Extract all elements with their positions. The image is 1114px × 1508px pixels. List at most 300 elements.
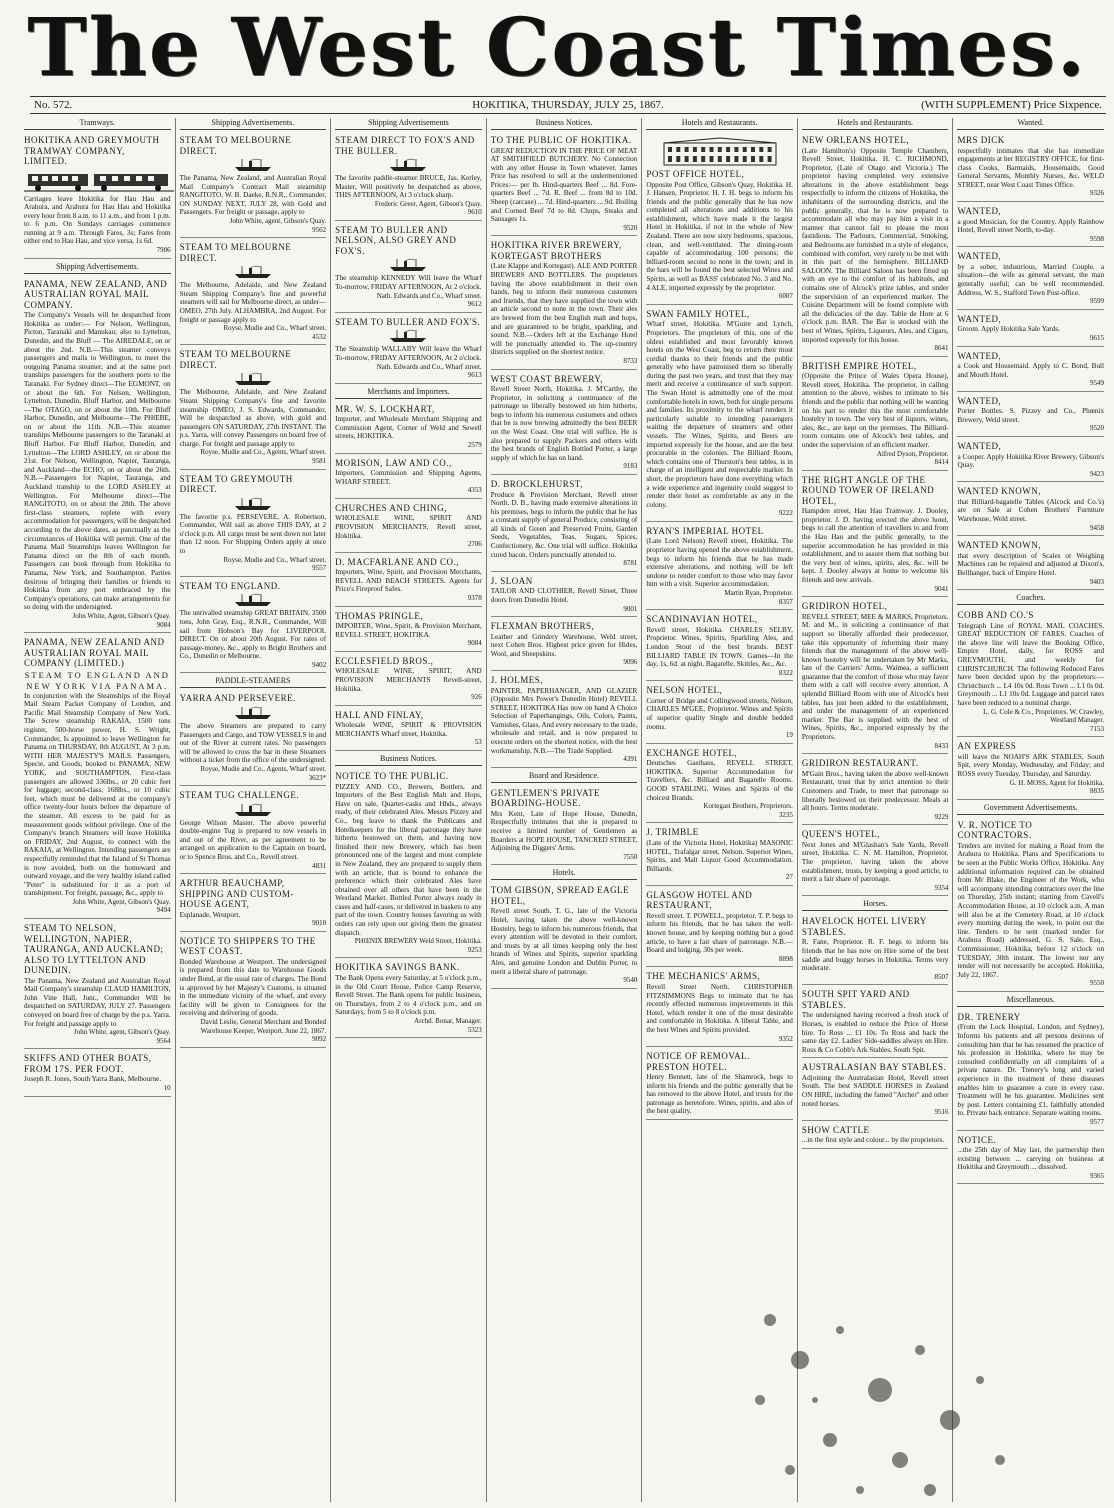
ad-heading: STEAM TO MELBOURNE DIRECT. <box>179 349 292 370</box>
ad-body: Groom. Apply Hokitika Sale Yards. <box>957 325 1060 334</box>
ad-body: M'Gain Bros., having taken the above well-known Restaurant, trust that by strict attention to their Customers and Trade, to meet that patronage so liberally bestowed on their predecessor. Meals at all hours. Terms moderate. <box>801 769 949 813</box>
ad-subheading: STEAM TO ENGLAND AND NEW YORK VIA PANAMA. <box>24 669 170 691</box>
advertisement <box>957 312 1104 347</box>
ad-body: Porter Bottles. S. Pizzey and Co., Phœnix Brewery, Weld street. <box>957 407 1105 424</box>
ad-number: 5323 <box>467 1025 482 1034</box>
ad-body: Telegraph Line of ROYAL MAIL COACHES. GREAT REDUCTION OF FARES. Coaches of the above line will leave the Booking Office, Empire Hotel, daily, for ROSS and GREYMOUTH, and weekly for CHRISTCHURCH. The following Reduced Fares have been decided upon by the proprietors:— Christchurch ... L4 10s 0d. Ross Town ... L1 0s 0d. Greymouth ... L1 10s 0d. Luggage and parcel rates have been reduced to a nominal charge. <box>957 621 1105 707</box>
ad-number: 9423 <box>1090 469 1105 478</box>
ad-signature: L. G. Cole & Co., Proprietors. W. Crawley, Westland Manager. <box>983 707 1105 725</box>
advertisement <box>491 883 638 988</box>
ad-number: 9599 <box>1090 297 1105 306</box>
ad-number: 9520 <box>1090 424 1105 433</box>
ad-body: Revell street, Hokitika. CHARLES SELBY, Proprietor. Wines, Spirits, Sparkling Ales, and London Stout of the best brands. BEST BILLIARD TABLE IN TOWN. Games—In the day, 1s, 6d. at night. Bagatelle, Skittles, &c., &c. <box>646 625 793 669</box>
ad-number: 9577 <box>1090 1117 1105 1126</box>
advertisement <box>646 307 793 522</box>
ad-body: The Company's Vessels will be despatched from Hokitika as under:— For Nelson, Wellington, Picton, Taranaki and Manukau; also to Lyttelton, Dunedin, and the Bluff — The AIREDALE, on or about the 2nd. N.B.—This steamer conveys passengers and mails to Wellington, to meet the outgoing Panama steamer, and at the same port tranships passengers for the southern ports to the Taranaki. For Sydney direct—The EGMONT, on or about the 6th. For Nelson, Wellington, Lyttelton, Dunedin, Bluff Harbor, and Melbourne—The OTAGO, on or about the 10th. For Bluff Harbor, Dunedin, and Melbourne—The PHŒBE, on or about the 11th. N.B.—This steamer tranships Melbourne passengers to the Taranaki at Bluff Harbor. For Bluff Harbor, Dunedin, and Lyttelton—The LORD ASHLEY, on or about the 21st. For Nelson, Wellington, Napier, Tauranga, and Auckland—the ECHO, on or about the 26th. N.B.—Passengers for Napier, Tauranga, and Auckland tranship to the LORD ASHLEY at Wellington. For Melbourne direct—The RANGITOTO, on or about the 28th. The above first-class steamers, replete with every accommodation for passengers, will be despatched according to the above dates, as punctually as the circumstances of Hokitika will permit. One of the Panama Mail Steamships leaves Wellington for Panama direct on the 8th of each month. Passengers can book through from Hokitika to Panama, New York, and Southampton. Parties desirous of bringing their families or friends to Hokitika from any port embraced by the Company's operations, can make arrangements for so doing with the undersigned. <box>24 311 171 612</box>
ad-body: Importer, and Wholesale Merchant Shipping and Commission Agent, Corner of Weld and Sewell streets, HOKITIKA. <box>335 415 482 441</box>
ad-signature: Royse, Mudie and Co., Agents, Wharf street. <box>200 448 327 457</box>
ad-heading: THE MECHANICS' ARMS, <box>646 971 761 982</box>
advertisement <box>957 1133 1104 1185</box>
ad-body: Henry Bennett, late of the Shamrock, begs to inform his friends and the public generally that he has removed to the above Hotel, and trusts for the patronage as heretofore. Wines, spirits, and ales of the best quality. <box>646 1073 793 1116</box>
ad-number: 8781 <box>623 559 638 568</box>
advertisement <box>802 473 949 597</box>
advertisement <box>957 739 1104 799</box>
ad-signature: Martin Ryan, Proprietor. <box>724 589 793 598</box>
advertisement <box>491 619 638 671</box>
ad-number: 8414 <box>934 458 949 467</box>
ad-heading: BRITISH EMPIRE HOTEL, <box>801 360 917 371</box>
ad-heading: STEAM TO BULLER AND NELSON, ALSO GREY AND FOX'S. <box>335 224 457 256</box>
ad-body: Revell street. T. POWELL, proprietor. T. P. begs to inform his friends, that he has taken the well-known house, and by keeping nothing but a good article, to have a fair share of patronage. N.B.—Board and lodging, 30s per week. <box>646 911 793 955</box>
ad-signature: Nath. Edwards and Co., Wharf street. <box>376 291 482 300</box>
advertisement <box>180 691 327 786</box>
advertisement <box>24 1051 171 1096</box>
ad-number: 8641 <box>934 344 949 353</box>
ad-body: R. Fane, Proprietor. R. F. begs to inform his friends that he has now on Hire some of the best saddle and buggy horses in Hokitika. Terms very moderate. <box>801 938 949 973</box>
section-heading: Merchants and Importers. <box>335 387 482 399</box>
ad-heading: PANAMA, NEW ZEALAND, AND AUSTRALIAN ROYAL MAIL COMPANY. <box>24 278 168 310</box>
ad-body: respectfully intimates that she has immediate engagements at her REGISTRY OFFICE, for first-class Cooks, Barmaids, Housemaids, Good General Servants, Monthly Nurses, &c. WELD STREET, near West Coast Times Office. <box>957 146 1105 189</box>
ad-body: The Panama, New Zealand, and Australian Royal Mail Company's Contract Mail steamship RANGITOTO, W. B. Daeke, R.N.R., Commander, ON SUNDAY NEXT, JULY 28, with Gold and Passengers. For freight or passage, apply to <box>179 174 327 217</box>
ad-number: 926 <box>471 693 482 702</box>
ad-number: 9403 <box>1090 577 1105 586</box>
ad-number: 9378 <box>467 594 482 603</box>
ad-signature: John White, agent, Gibson's Quay. <box>229 216 327 225</box>
ad-number: 27 <box>785 873 793 882</box>
advertisement <box>335 402 482 454</box>
ad-heading: COBB AND CO.'S <box>957 610 1034 621</box>
ad-heading: EXCHANGE HOTEL, <box>646 747 738 758</box>
ad-body: GREAT REDUCTION IN THE PRICE OF MEAT AT SMITHFIELD BUTCHERY. No Connection with any other House in Town whatever. James Price has resolved to sell at the undermentioned Prices:— per lb. Hind-quarters Beef ... 8d. Fore-quarters Beef ... 7d. R. Beef ... from 8d to 10d. Sheep (carcase) ... 7d. Hind-quarters ... 9d. Boiling and Corned Beef 7d to 8d. Chops, Steaks and Sausages 1s. <box>490 146 638 224</box>
steamship-icon <box>233 593 273 607</box>
ad-heading: GENTLEMEN'S PRIVATE BOARDING-HOUSE. <box>490 787 600 809</box>
ad-body: Tenders are invited for making a Road from the Arahura to Hokitika. Plans and Specifications to be seen at the Public Works Office, Hokitika. Any additional information required can be obtained from Mr Blake, the Engineer of the Work, who will accompany intending contractors over the line on Thursday, 25th instant; starting from Cavell's Accommodation House, at 10 o'clock a.m. A man will also be at the Cemetery Road, at 10 o'clock every morning during the week, to point out the line. Tenders to be sent (marked tender for Arahura Road) addressed, G. S. Sale, Esq., Commissioner, Hokitika, before 12 o'clock on TUESDAY, 30th instant. The lowest nor any tender will not necessarily be accepted. Hokitika, July 22, 1867. <box>957 841 1105 979</box>
ad-body: The favorite p.s. PERSEVERE, A. Robertson, Commander, Will sail as above THIS DAY, at 2 o'clock p.m. All cargo must be sent down not later than 12 noon. For Shipping Orders apply at once to <box>179 512 327 556</box>
place-date: HOKITIKA, THURSDAY, JULY 25, 1867. <box>472 99 664 111</box>
section-heading: PADDLE-STEAMERS <box>180 676 327 688</box>
ad-number: 9354 <box>934 883 949 892</box>
column-1 <box>20 118 176 1502</box>
ad-heading: WEST COAST BREWERY, <box>490 373 604 384</box>
advertisement <box>335 960 482 1038</box>
advertisement <box>335 708 482 751</box>
advertisement <box>24 133 171 259</box>
advertisement <box>491 372 638 475</box>
advertisement <box>957 349 1104 392</box>
advertisement <box>802 359 949 471</box>
ad-heading: WANTED, <box>957 206 1002 217</box>
section-heading: Board and Residence. <box>491 771 638 783</box>
ad-heading: J. SLOAN <box>490 575 533 586</box>
ad-heading: THOMAS PRINGLE, <box>335 610 424 621</box>
section-heading: Hotels. <box>491 868 638 880</box>
advertisement <box>802 1060 949 1120</box>
advertisement <box>646 524 793 610</box>
ad-body: Corner of Bridge and Collingwood streets, Nelson, CHARLES M'GEE, Proprietor. Wines and Spirits of superior quality Single and double bedded rooms. <box>646 696 793 731</box>
ad-heading: WANTED KNOWN, <box>957 486 1041 497</box>
ad-number: 9598 <box>1090 234 1105 243</box>
ad-heading: RYAN'S IMPERIAL HOTEL <box>646 525 764 536</box>
ad-heading: ECCLESFIELD BROS., <box>335 655 434 666</box>
ad-number: 9096 <box>623 658 638 667</box>
ad-body: TAILOR AND CLOTHIER, Revell Street, Three doors from Dunedin Hotel. <box>490 587 638 604</box>
steamship-icon <box>233 803 273 817</box>
advertisement <box>180 876 327 932</box>
ad-heading: SKIFFS AND OTHER BOATS, FROM 17S. PER FOOT. <box>24 1053 152 1074</box>
advertisement <box>646 683 793 743</box>
advertisement <box>335 769 482 958</box>
advertisement <box>335 456 482 499</box>
section-heading: Shipping Advertisements <box>335 118 482 130</box>
ad-body: a Cooper. Apply Hokitika River Brewery, Gibson's Quay. <box>957 452 1105 470</box>
ad-heading: POST OFFICE HOTEL, <box>646 169 745 179</box>
ad-heading: WANTED, <box>957 441 1002 452</box>
advertisement <box>335 501 482 553</box>
ad-body: IMPORTER, Wine, Spirit, & Provision Merchant, REVELL STREET, HOKITIKA. <box>335 622 482 639</box>
ad-body: Importers, Commission and Shipping Agents, WHARF STREET. <box>335 469 482 486</box>
ad-heading: HAVELOCK HOTEL LIVERY STABLES. <box>801 916 927 937</box>
ad-number: 4532 <box>312 332 327 341</box>
advertisement <box>180 934 327 1048</box>
ad-heading: NOTICE TO SHIPPERS TO THE WEST COAST. <box>179 935 316 957</box>
ad-body: that Billiard-bagatelle Tables (Alcock and Co.'s) are on Sale at Cohen Brothers' Furniture Warehouse, Weld street. <box>957 497 1105 524</box>
advertisement <box>646 746 793 824</box>
advertisement <box>491 574 638 617</box>
advertisement <box>180 347 327 469</box>
ad-number: 9352 <box>778 1034 793 1043</box>
steamship-icon <box>388 329 428 343</box>
column-2 <box>176 118 332 1502</box>
ad-body: WHOLESALE WINE, SPIRIT, AND PROVISION MERCHANTS Revell-street, Hokitika. <box>335 667 482 693</box>
ad-number: 7153 <box>1090 724 1105 733</box>
ad-heading: NEW ORLEANS HOTEL, <box>801 135 909 145</box>
ad-heading: TO THE PUBLIC OF HOKITIKA. <box>490 135 632 145</box>
ad-body: REVELL STREET, MEE & MARKS, Proprietors. M. and M., in soliciting a continuance of that support so liberally afforded their predecessor, take this opportunity of informing their many friends that the management of the above well-known hostelry will be undertaken by Mr Marks, late of the Carriers' Arms, Waimea, a sufficient guarantee that the comfort of those who may favor them with a call will receive every attention. A splendid Billiard Room with one of Alcock's best tables, has just been added to the establishment, and under the management of an experienced marker. The Bar is supplied with the best of Wines, Spirits, &c., imported expressly by the Proprietors. <box>801 612 949 742</box>
ad-number: 9229 <box>934 812 949 821</box>
supplement-price: (WITH SUPPLEMENT) Price Sixpence. <box>921 99 1102 111</box>
ad-signature: Royse, Mudie and Co., Wharf street. <box>223 324 327 333</box>
ad-number: 9084 <box>467 639 482 648</box>
ad-number: 9540 <box>623 976 638 985</box>
ad-heading: STEAM TO MELBOURNE DIRECT. <box>179 135 292 156</box>
ad-heading: WANTED, <box>957 350 1002 361</box>
steamship-icon <box>388 158 428 172</box>
section-heading: Tramways. <box>24 118 171 130</box>
ad-heading: NOTICE. <box>957 1134 997 1145</box>
section-heading: Shipping Advertisements. <box>180 118 327 130</box>
ad-number: 9326 <box>1090 189 1105 198</box>
ad-body: The Melbourne, Adelaide, and New Zealand Steam Shipping Company's fine and powerful steamers will sail for Melbourne direct, as under— OMEO, 27th July. ALHAMBRA, 2nd August. For freight or passage apply to <box>179 281 327 324</box>
ad-heading: MRS DICK <box>957 135 1005 145</box>
ad-number: 9365 <box>1090 1171 1105 1180</box>
ad-body: Wholesale WINE, SPIRIT & PROVISION MERCHANTS Wharf street, Hokitika. <box>335 721 482 738</box>
ad-signature: Alfred Dyson, Proprietor. <box>876 449 949 458</box>
section-heading: Horses. <box>802 899 949 911</box>
ad-number: 9549 <box>1090 379 1105 388</box>
ad-body: Produce & Provision Merchant, Revell street North. D. B., having made extensive alterations in his premises, begs to inform the public that he has a constant supply of general Produce, consisting of all kinds of Green and Preserved Fruits, Garden Seeds, Vegetables, Teas, Sugars, Spices, Confectionery, &c. One trial will suffice. Hokitika cured bacon. Orders punctually attended to. <box>490 490 638 559</box>
ad-number: 9615 <box>1090 333 1105 342</box>
advertisement <box>180 472 327 577</box>
ad-heading: V. R. NOTICE TO CONTRACTORS. <box>957 819 1033 841</box>
ad-body: Joseph R. Jones, South Yarra Bank, Melbourne. <box>24 1075 162 1084</box>
dateline <box>30 96 1106 114</box>
ad-number: 9084 <box>156 620 171 629</box>
advertisement <box>957 439 1104 482</box>
ad-number: 9557 <box>312 564 327 573</box>
ad-number: 9612 <box>467 300 482 309</box>
advertisement <box>335 133 482 221</box>
advertisement <box>335 315 482 384</box>
ad-number: 7906 <box>156 246 171 255</box>
advertisement <box>180 133 327 238</box>
advertisement <box>957 133 1104 202</box>
advertisement <box>646 969 793 1047</box>
ad-heading: STEAM TO ENGLAND. <box>179 580 281 591</box>
ad-heading: CHURCHES AND CHING, <box>335 502 447 513</box>
advertisement <box>180 788 327 874</box>
advertisement <box>646 888 793 968</box>
advertisement <box>957 608 1104 737</box>
ad-number: 2706 <box>467 540 482 549</box>
advertisement <box>957 1010 1104 1131</box>
ad-heading: STEAM TO MELBOURNE DIRECT. <box>179 242 292 263</box>
advertisement <box>646 133 793 305</box>
ad-signature: John White, Agent, Gibson's Quay. <box>72 611 171 620</box>
ad-number: 10 <box>163 1083 171 1092</box>
column-5 <box>642 118 798 1502</box>
advertisement <box>491 133 638 236</box>
ad-body: (Late Hamilton's) Opposite Temple Chambers, Revell Street, Hokitika. H. C. RICHMOND, Proprietor, (Late of Otago and Victoria.) The proprietor having completed very extensive alterations in the above establishment begs respectfully to inform the citizens of Hokitika, the inhabitants of the surrounding districts, and the public generally, that he is now prepared to accommodate all who may pay him a visit in a manner that cannot fail to please the most fastidious. The Parlours, Commercial, Smoking, and Bedrooms are furnished in a style of elegance, combined with comfort, very rarely to be met with in this part of the hemisphere. BILLIARD SALOON. The Billiard Saloon has been fitted up with an eye to the comfort of its habitués, and contains one of Alcock's prize tables, and under the supervision of an experienced marker. The Cuisine Department will be found complete with all the delicacies of the day. Table de Hote at 6 o'clock p.m. BAR. The Bar is stocked with the best of Wines, Spirits, Liqueurs, Ales, and Cigars, imported expressly for this house. <box>801 146 949 344</box>
ad-heading: J. HOLMES, <box>490 675 543 685</box>
ad-body: The favorite paddle-steamer BRUCE, Jas. Kerley, Master, Will positively be despatched as above, THIS AFTERNOON, At 3 o'clock sharp. <box>335 174 482 200</box>
ad-heading: QUEEN'S HOTEL, <box>801 829 881 840</box>
ad-number: 6007 <box>778 292 793 301</box>
section-heading: Business Notices. <box>335 754 482 766</box>
ad-number: 8433 <box>934 741 949 750</box>
ad-heading: NOTICE TO THE PUBLIC. <box>335 771 449 782</box>
ad-number: 4353 <box>467 486 482 495</box>
ad-heading: NOTICE OF REMOVAL. PRESTON HOTEL. <box>646 1051 750 1072</box>
advertisement <box>24 635 171 919</box>
advertisement <box>335 654 482 706</box>
advertisement <box>335 223 482 313</box>
ad-heading: SOUTH SPIT YARD AND STABLES. <box>801 989 910 1010</box>
advertisement <box>957 538 1104 590</box>
ad-heading: GRIDIRON HOTEL, <box>801 601 888 612</box>
ad-number: 9494 <box>156 906 171 915</box>
ad-body: Carriages leave Hokitika for Hau Hau and Arahura, and Arahura for Hau Hau and Hokitika every hour from 8 a.m. to 11 a.m., and from 1 p.m. to 6 p.m. On Sundays carriages commence running at 9 a.m. Through Fares, 3s; Fares from either end to Hau Hau, and vice versa, 1s 6d. <box>24 194 171 246</box>
ad-heading: J. TRIMBLE <box>646 827 699 838</box>
ad-heading: DR. TRENERY <box>957 1011 1021 1022</box>
ad-number: 9092 <box>312 1035 327 1044</box>
advertisement <box>957 484 1104 536</box>
steamship-icon <box>233 706 273 720</box>
ad-heading: SHOW CATTLE <box>801 1124 870 1135</box>
ad-heading: WANTED, <box>957 395 1002 406</box>
ad-number: 9564 <box>156 1036 171 1045</box>
ad-body: Deutsches Gasthaus, REVELL STREET, HOKITIKA. Superior Accommodation for Travellers, &c. Billiard and Bagatelle Rooms. GOOD STABLING. Wines and Spirits of the choicest Brands. <box>646 759 793 802</box>
ad-signature: Archd. Bonar, Manager. <box>414 1016 482 1025</box>
ad-body: WHOLESALE WINE, SPIRIT AND PROVISION MERCHANTS, Revell street, Hokitika. <box>335 514 482 540</box>
ad-signature: Frederic Greer, Agent, Gibson's Quay. <box>374 199 482 208</box>
ad-heading: GRIDIRON RESTAURANT. <box>801 758 919 769</box>
steamship-icon <box>233 265 273 279</box>
ad-number: 9613 <box>467 371 482 380</box>
steamship-icon <box>388 258 428 272</box>
advertisement <box>491 673 638 768</box>
ad-signature: Kortegast Brothers, Proprietors. <box>703 802 793 811</box>
ad-heading: NELSON HOTEL, <box>646 685 723 696</box>
steamship-icon <box>233 497 273 511</box>
ad-body: ...in the first style and colour... by the proprietors. <box>801 1136 945 1145</box>
ad-body: Revell Street North. CHRISTOPHER FITZSIMMONS Begs to intimate that he has recently effected numerous improvements in this Hotel, which render it one of the most desirable and comfortable in Hokitika. A liberal Table, and the best Wines and Spirits provided. <box>646 982 793 1034</box>
ad-body: The Panama, New Zealand and Australian Royal Mail Company's steamship CLAUD HAMILTON, John Vine Hall, Junr., Commander Will be despatched on SATURDAY, JULY 27. Passengers conveyed on board free of charge by the p.s. Yarra. For freight and passage apply to <box>24 976 171 1028</box>
ad-heading: WANTED, <box>957 313 1002 324</box>
section-heading: Business Notices. <box>491 118 638 130</box>
ad-signature: Royse, Mudie and Co., Agents, Wharf street. <box>200 764 327 773</box>
ad-heading: STEAM DIRECT TO FOX'S AND THE BULLER. <box>335 135 475 156</box>
ad-body: (Late of the Victoria Hotel, Hokitika) MASONIC HOTEL, Trafalgar street, Nelson. Superior Wines, Spirits, and Malt Liquor Good Accommodation. Billiards. <box>646 838 793 873</box>
ad-heading: SCANDINAVIAN HOTEL, <box>646 614 758 625</box>
ad-heading: ARTHUR BEAUCHAMP, SHIPPING AND CUSTOM-HOUSE AGENT, <box>179 878 294 910</box>
ad-body: The Steamship WALLABY Will leave the Wharf To-morrow, FRIDAY AFTERNOON, At 2 o'clock. <box>335 345 482 362</box>
ad-heading: STEAM TO BULLER AND FOX'S. <box>335 316 481 327</box>
issue-number: No. 572. <box>34 99 73 111</box>
ad-number: 3235 <box>778 810 793 819</box>
ad-heading: WANTED, <box>957 251 1002 262</box>
ad-number: 8898 <box>778 954 793 963</box>
ad-number: 9222 <box>778 509 793 518</box>
advertisement <box>646 1049 793 1120</box>
ad-number: 8322 <box>778 668 793 677</box>
ad-number: 9458 <box>1090 523 1105 532</box>
ad-body: a good Musician, for the Country. Apply Rainbow Hotel, Revell street North, to-day. <box>957 217 1105 235</box>
ad-body: The unrivalled steamship GREAT BRITAIN, 3500 tons, John Gray, Esq., R.N.R., Commander, Will sail from Hobson's Bay for LIVERPOOL DIRECT. On or about 20th August. For rates of passage-money, &c., apply to Bright Brothers and Co., Dunedin or Melbourne. <box>179 609 327 661</box>
ad-number: 53 <box>474 738 482 747</box>
ad-number: 9183 <box>623 462 638 471</box>
ad-number: 8357 <box>778 597 793 606</box>
advertisement <box>802 599 949 754</box>
ad-body: Bonded Warehouse at Westport. The undersigned is prepared from this date to Warehouse Goods under Bond, at the usual rate of charges. The Bond is approved by her Majesty's Customs, is situated in the immediate vicinity of the wharf, and every facility will be given to Consignees for the receiving and delivering of goods. <box>179 957 327 1018</box>
ad-body: Revell Street North, Hokitika. J. M'Carthy, the Proprietor, in soliciting a continuance of the patronage so liberally bestowed on him hitherto, begs to inform his numerous customers and others that he is now brewing admittedly the best BEER on the West Coast. One trial will suffice. He is also prepared to supply Packers and others with the best brands of English Bottled Porter, a large supply of which he has on hand. <box>490 385 638 462</box>
column-3 <box>331 118 487 1502</box>
ad-signature: John White, Agent, Gibson's Quay. <box>72 897 171 906</box>
ad-body: The steamship KENNEDY Will leave the Wharf To-morrow, FRIDAY AFTERNOON, At 2 o'clock. <box>335 274 482 292</box>
ad-heading: HALL AND FINLAY, <box>335 709 424 720</box>
ad-heading: STEAM TO GREYMOUTH DIRECT. <box>179 473 293 495</box>
ad-body: PAINTER, PAPERHANGER, AND GLAZIER (Opposite Mrs Power's Dunedin Hotel) REVELL STREET, HOKITIKA Has now on hand A Choice Selection of Paperhangings, Oils, Colors, Paints, Varnishes, Glass, And every necessary to the trade, wholesale and retail, and is now prepared to execute orders on the shortest notice, with the best workmanship. N.B.—The Trade Supplied. <box>490 686 638 755</box>
advertisement <box>491 786 638 866</box>
advertisement <box>957 204 1104 247</box>
ad-number: 9253 <box>467 945 482 954</box>
ad-body: will leave the NOAH'S ARK STABLES, South Spit, every Monday, Wednesday, and Friday; and ROSS every Tuesday, Thursday, and Saturday. <box>957 752 1105 778</box>
ad-signature: Nath. Edwards and Co., Wharf street. <box>376 362 482 371</box>
ad-body: Hampden street, Hau Hau Tramway. J. Dooley, proprietor. J. D. having erected the above hotel, begs to call the attention of travellers to and from the Hau Hau and the public generally, to the superior accommodation he has provided in this establishment, and to assure them that nothing but the very best of wines, spirits, ales, &c. will be kept. J. Dooley always at home to welcome his friends and new arrivals. <box>801 507 949 585</box>
column-4 <box>487 118 643 1502</box>
ad-body: PIZZEY AND CO., Brewers, Bottlers, and Importers of the Best English Malt and Hops, Have on sale, Quarter-casks and Hhds., always ready, of their celebrated Ales. Messrs Pizzey and Co., beg leave to thank the Publicans and Hotelkeepers for the liberal patronage they have hitherto bestowed on them, and having now finished their new Brewery, which has been pronounced one of the largest and most complete in New Zealand, they are prepared to supply them with an article, that is bound to enhance the preference which their celebrated Ales have obtained over all others that have been in the Westland Market. Bottled Porter always ready in cases and half-cases, or delivered in baskets to any part of the town. Country houses favoring us with orders can rely upon our giving them the greatest dispatch. <box>335 782 482 937</box>
advertisement <box>646 612 793 681</box>
section-heading: Hotels and Restaurants. <box>646 118 793 130</box>
ad-body: (From the Lock Hospital, London, and Sydney), Informs his patients and all persons desirous of consulting him that he has resumed the practice of his profession in Hokitika, where he may be consulted confidentially on all complaints of a private nature. Dr. Trenery's long and varied experience in the treatment of these diseases enables him to guarantee a cure in every case. Treatment will be his guarantee. Medicines sent by post. Letters containing £1, faithfully attended to. Private back entrance. Separate waiting rooms. <box>957 1023 1105 1118</box>
ad-number: 9041 <box>934 584 949 593</box>
ad-heading: AUSTRALASIAN BAY STABLES. <box>801 1062 947 1073</box>
ad-number: 9581 <box>312 457 327 466</box>
ad-heading: AN EXPRESS <box>957 741 1017 752</box>
ad-heading: YARRA AND PERSEVERE. <box>179 693 296 704</box>
steamship-icon <box>233 158 273 172</box>
ad-number: 9520 <box>623 223 638 232</box>
ad-body: Leather and Grindery Warehouse, Weld street, next Cohen Bros. Highest price given for Hides, Wool, and Sheepskins. <box>490 632 638 658</box>
ad-body: George Wilson Master. The above powerful double-engine Tug is prepared to tow vessels in and out of the River, as per agreement to be arranged on application to the Captain on board, or to Spence Bros. and Co., Revell street. <box>179 818 327 861</box>
ad-heading: SWAN FAMILY HOTEL, <box>646 308 750 319</box>
advertisement <box>957 818 1104 992</box>
ad-body: ...the 25th day of May last, the partnership then existing between ... carrying on business at Hokitika and Greymouth ... dissolved. <box>957 1146 1105 1172</box>
ad-signature: John White, agent, Gibson's Quay. <box>74 1028 171 1037</box>
section-heading: Government Advertisements. <box>957 803 1104 815</box>
ad-body: Importers, Wine, Spirit, and Provision Merchants, REVELL AND BEACH STREETS. Agents for Price's Fireproof Safes. <box>335 568 482 594</box>
ad-number: 9550 <box>1090 979 1105 988</box>
ad-number: 9010 <box>312 919 327 928</box>
ad-signature: PHŒNIX BREWERY Weld Street, Hokitika. <box>354 937 482 946</box>
ad-number: 7550 <box>623 852 638 861</box>
section-heading: Hotels and Restaurants. <box>802 118 949 130</box>
advertisement <box>802 987 949 1058</box>
ad-heading: GLASGOW HOTEL AND RESTAURANT, <box>646 889 753 911</box>
ad-body: (Late Lord Nelson) Revell street, Hokitika. The proprietor having opened the above establishment, begs to inform his friends that he has made extensive alterations, and nothing will be left undone to render comfort to those who may favor him with a visit. Superior accommodation. <box>646 537 793 589</box>
section-heading: Coaches. <box>957 593 1104 605</box>
ad-body: Revell street South. T. G., late of the Victoria Hotel, having taken the above well-known Hostelry, begs to inform his numerous friends, that every attention will be devoted to their comfort, and trusts by at all times keeping only the best brands of Wines and Spirits, superior sparkling Ales, and genuine London and Dublin Porter, to merit a liberal share of patronage. <box>490 907 638 976</box>
ad-body: The Bank Opens every Saturday, at 5 o'clock p.m., in the Old Court House, Police Camp Reserve, Revell Street. The Bank opens for public business, on Thursdays, from 2 to 4 o'clock p.m., and on Saturdays, from 5 to 8 o'clock p.m. <box>335 973 482 1017</box>
advertisement <box>335 609 482 652</box>
ad-body: The above Steamers are prepared to carry Passengers and Cargo, and TOW VESSELS in and out of the River at current rates. No passengers will be allowed to cross the bar in these Steamers without a ticket from the office of the undersigned. <box>179 721 327 765</box>
ad-body: In conjunction with the Steamships of the Royal Mail Steam Packet Company of London, and Pacific Mail Steamship Company of New York. The Screw steamship RAKAIA, 1500 tons register, 500-horse power, H. S. Wright, Commander, Is appointed to leave Wellington for Panama on THURSDAY, 8th AUGUST, At 3 p.m. WITH HER MAJESTY'S MAILS. Passengers, Specie, and Goods, booked to PANAMA, NEW YORK, and SOUTHAMPTON. First-class passengers are allowed 336lbs., or 20 cubic feet for luggage; second-class, 168lbs., or 10 cubic feet, which must be delivered at the company's office twenty-four hours before the departure of the steamer. All excess to be paid for as measurement goods without privilege. One of the Company's branch Steamers will leave Hokitika on FRIDAY, 2nd August, to connect with the RAKAIA, at Wellington. Intending passengers are respectfully reminded that the Island of St Thomas is now avoided, both on the homeward and outward voyage, and the very healthy island called "Peter" is substituted for it as a port of transhipment. For freight, passage, &c., apply to <box>24 691 171 898</box>
ad-body: Esplanade, Westport. <box>179 910 241 919</box>
advertisement <box>180 240 327 345</box>
ad-heading: MR. W. S. LOCKHART, <box>335 403 435 414</box>
ad-body: The Melbourne, Adelaide, and New Zealand Steam Shipping Company's fine and favorite steamship OMEO, J. S. Edwards, Commander, Will be despatched as above, with gold and passengers ON SATURDAY, 27th INSTANT. The p.s. Yarra, will convey Passengers on board free of charge. For freight and passage apply to <box>179 388 327 448</box>
ad-number: 3623* <box>308 773 327 782</box>
advertisement <box>957 394 1104 437</box>
ad-heading: HOKITIKA AND GREYMOUTH TRAMWAY COMPANY, LIMITED. <box>24 135 160 166</box>
ad-body: Opposite Post Office, Gibson's Quay, Hokitika. H. J. Hansen, Proprietor. H. J. H. begs to inform his friends and the public generally that he has now completed all alterations and additions to his establishment, which have made it the largest Hotel in Hokitika, if not in the whole of New Zealand. There are now sixty bedrooms, spacious, clean, and well-ventilated. The dining-room capable of accommodating 100 persons; the billiard-room second to none in the town; and in the bars will be found the best selected Wines and Spirits, as well as BASS' celebrated No. 3 and No. 4 ALE, imported expressly by the proprietor. <box>646 180 793 292</box>
advertisement <box>802 1123 949 1149</box>
ad-heading: HOKITIKA SAVINGS BANK. <box>335 962 460 973</box>
ad-number: 9610 <box>467 208 482 217</box>
advertisement <box>24 921 171 1049</box>
section-heading: Wanted. <box>957 118 1104 130</box>
ad-body: Wharf street, Hokitika. M'Guire and Lynch, Proprietors. The proprietors of this, one of the oldest established and most favorably known hotels on the West Coast, beg to return their most cordial thanks to their friends and the public generally who have patronised them so liberally during the past two years, and trust that they may merit and receive a continuance of such support. The Swan Hotel is admittedly one of the most comfortable hotels in town, both for single persons and families. Its proximity to the wharf renders it particularly suitable to intending passengers waiting the departure of steamers and other vessels. The Wines, Spirits, and Beers are imported expressly for the house, and are the best procurable in the colonies. The Billiard Room, which contains one of Thurston's best tables, is in charge of an intelligent and respectable marker. In short, the proprietors have done everything which a wide experience and ingenuity could suggest to render their hotel as comfortable as any in the colony. <box>646 320 793 509</box>
advertisement <box>802 827 949 896</box>
ad-number: 9402 <box>312 660 327 669</box>
ad-number: 4831 <box>312 861 327 870</box>
advertisement <box>24 277 171 633</box>
ad-signature: G. H. MOSS, Agent for Hokitika. <box>1009 778 1105 787</box>
ad-body: that every description of Scales or Weighing Machines can be repaired and adjusted at Dixon's, Bellhanger, back of Empire Hotel. <box>957 551 1105 577</box>
ad-number: 2579 <box>467 441 482 449</box>
advertisement <box>802 133 949 357</box>
masthead-title: The West Coast Times. <box>27 0 1087 94</box>
ad-heading: FLEXMAN BROTHERS, <box>490 621 595 632</box>
advertisement <box>491 477 638 572</box>
ad-heading: PANAMA, NEW ZEALAND AND AUSTRALIAN ROYAL MAIL COMPANY (LIMITED.) <box>24 637 165 669</box>
ad-number: 9516 <box>934 1108 949 1117</box>
section-heading: Miscellaneous. <box>957 995 1104 1007</box>
ad-number: 8733 <box>623 356 638 365</box>
ad-heading: STEAM TO NELSON, WELLINGTON, NAPIER, TAURANGA, AND AUCKLAND; ALSO TO LYTTELTON AND DUNEDIN. <box>24 923 164 976</box>
advertisement <box>802 914 949 985</box>
newspaper-columns <box>20 118 1108 1502</box>
ad-heading: TOM GIBSON, SPREAD EAGLE HOTEL, <box>490 885 630 906</box>
